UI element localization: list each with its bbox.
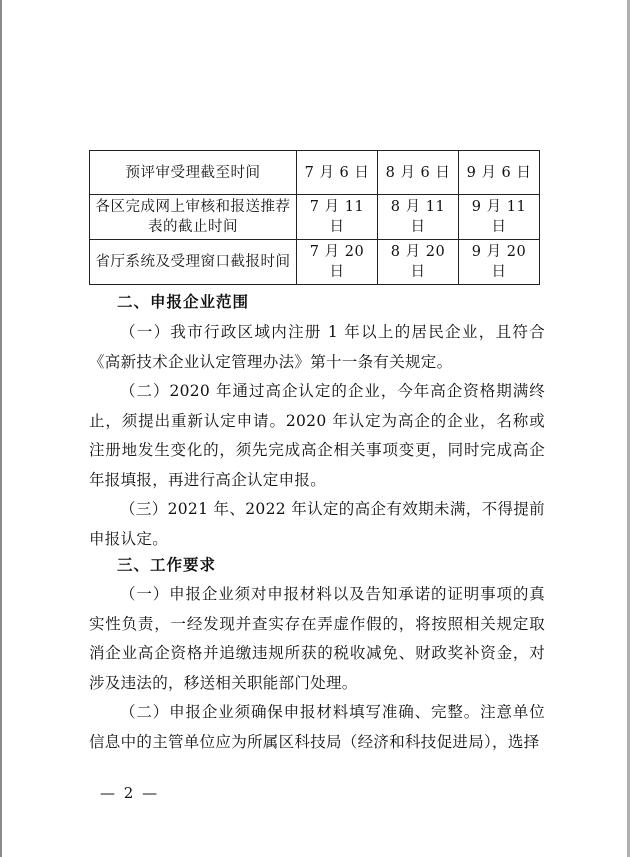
table-row — [90, 240, 540, 285]
paragraph: （二）申报企业须确保申报材料填写准确、完整。注意单位信息中的主管单位应为所属区科技局（经济和科技促进局），选择 — [89, 703, 545, 751]
table-cell-date: 7 月 20 日 — [297, 240, 378, 285]
table-row — [90, 195, 540, 240]
table-row-label: 预评审受理截至时间 — [90, 151, 297, 195]
page-number: — 2 — — [100, 784, 160, 802]
table-cell-date: 8 月 11 日 — [378, 195, 459, 240]
table-cell-date: 9 月 20 日 — [459, 240, 540, 285]
paragraph: （一）我市行政区域内注册 1 年以上的居民企业，且符合《高新技术企业认定管理办法》第十一条有关规定。 — [89, 323, 545, 371]
paragraph: （一）申报企业须对申报材料以及告知承诺的证明事项的真实性负责，一经发现并查实存在弄虚作假的，将按照相关规定取消企业高企资格并追缴违规所获的税收减免、财政奖补资金，对涉及违法的，移送相关职能部门处理。 — [89, 585, 545, 692]
table-row — [90, 151, 540, 195]
table-cell-date: 8 月 6 日 — [378, 151, 459, 195]
table-cell-date: 9 月 6 日 — [459, 151, 540, 195]
paragraph: （二）2020 年通过高企认定的企业，今年高企资格期满终止，须提出重新认定申请。2020 年认定为高企的企业，名称或注册地发生变化的，须先完成高企相关事项变更，同时完成高企年报填报，再进行高企认定申报。 — [89, 382, 545, 489]
table-cell-date: 7 月 11 日 — [297, 195, 378, 240]
paragraph: （三）2021 年、2022 年认定的高企有效期未满，不得提前申报认定。 — [89, 500, 545, 548]
section-scope-body — [89, 318, 545, 554]
table-row-label: 各区完成网上审核和报送推荐表的截止时间 — [90, 195, 297, 240]
table-row-label: 省厅系统及受理窗口截报时间 — [90, 240, 297, 285]
section-heading-scope: 二、申报企业范围 — [117, 293, 250, 311]
section-requirements-body — [89, 580, 545, 757]
schedule-table — [89, 150, 540, 285]
table-cell-date: 7 月 6 日 — [297, 151, 378, 195]
table-cell-date: 9 月 11 日 — [459, 195, 540, 240]
section-heading-requirements: 三、工作要求 — [117, 556, 217, 574]
table-cell-date: 8 月 20 日 — [378, 240, 459, 285]
